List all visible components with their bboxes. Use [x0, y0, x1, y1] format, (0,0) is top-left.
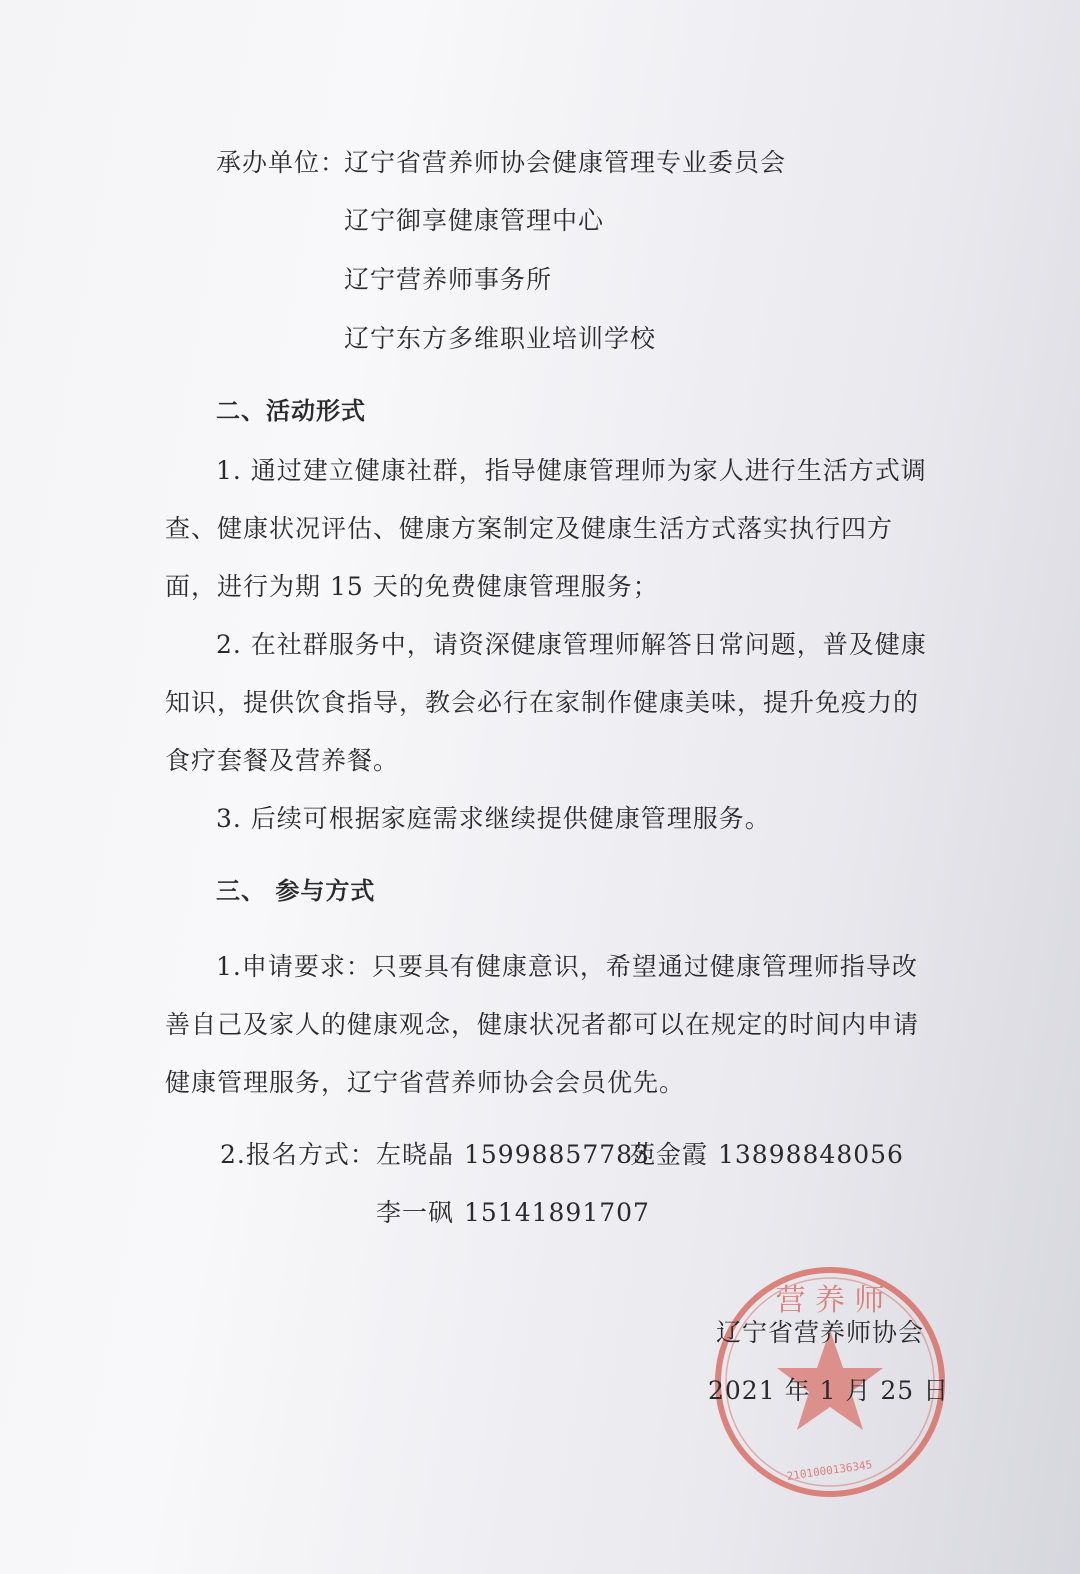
signup-label: 2.报名方式： [220, 1140, 376, 1169]
section-heading: 三、 参与方式 [216, 877, 376, 905]
section-heading: 二、活动形式 [216, 397, 366, 425]
paragraph-line: 善自己及家人的健康观念，健康状况者都可以在规定的时间内申请 [165, 1010, 920, 1039]
seal-text: 营 养 师 [775, 1283, 885, 1318]
paragraph-line: 1. 通过建立健康社群，指导健康管理师为家人进行生活方式调 [216, 456, 927, 485]
contact-name: 苑金霞 [630, 1140, 709, 1169]
paragraph-line: 面，进行为期 15 天的免费健康管理服务； [165, 572, 659, 601]
paragraph-line: 知识，提供饮食指导，教会必行在家制作健康美味，提升免疫力的 [165, 688, 920, 717]
contact-name: 左晓晶 [376, 1140, 455, 1169]
signature-org: 辽宁省营养师协会 [716, 1318, 925, 1347]
paragraph-line: 3. 后续可根据家庭需求继续提供健康管理服务。 [216, 804, 771, 833]
paragraph-line: 食疗套餐及营养餐。 [165, 746, 400, 775]
organizer-item: 辽宁省营养师协会健康管理专业委员会 [344, 148, 787, 177]
organizer-label: 承办单位： [216, 148, 347, 177]
organizer-item: 辽宁营养师事务所 [344, 265, 553, 294]
organizer-item: 辽宁御享健康管理中心 [344, 206, 605, 235]
contact-phone: 15141891707 [464, 1198, 650, 1227]
contact-phone: 15998857783 [464, 1140, 650, 1169]
contact-phone: 13898848056 [718, 1140, 904, 1169]
paragraph-line: 2. 在社群服务中，请资深健康管理师解答日常问题，普及健康 [216, 630, 927, 659]
organizer-item: 辽宁东方多维职业培训学校 [344, 324, 657, 353]
paragraph-line: 查、健康状况评估、健康方案制定及健康生活方式落实执行四方 [165, 514, 894, 543]
signature-date: 2021 年 1 月 25 日 [708, 1376, 950, 1405]
seal-number: 2101000136345 [785, 1458, 874, 1483]
paragraph-line: 1.申请要求：只要具有健康意识，希望通过健康管理师指导改 [216, 952, 918, 981]
paragraph-line: 健康管理服务，辽宁省营养师协会会员优先。 [165, 1068, 686, 1097]
contact-name: 李一砜 [376, 1198, 455, 1227]
